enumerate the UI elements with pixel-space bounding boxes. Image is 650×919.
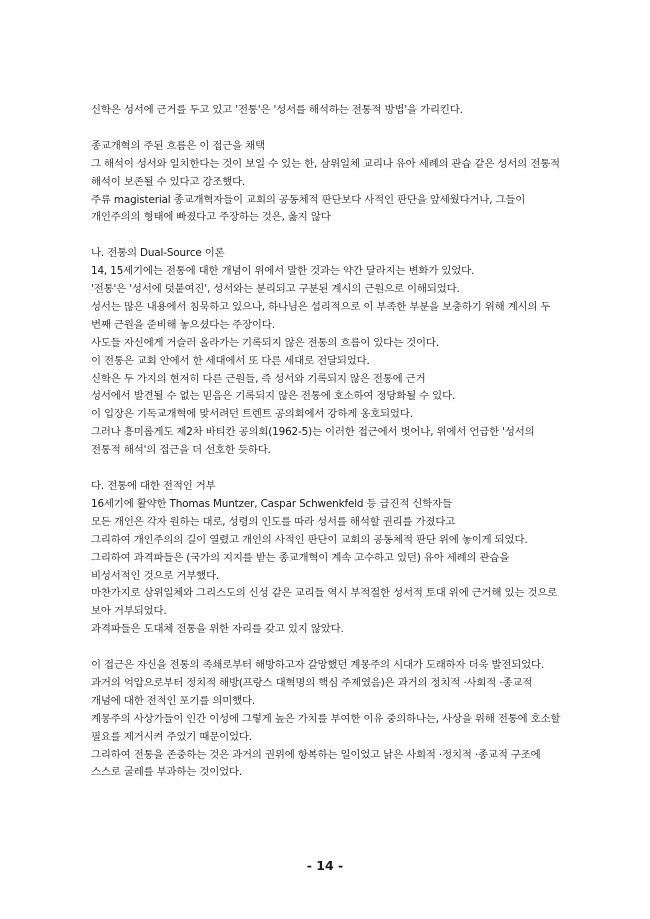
paragraph: 그 해석이 성서와 일치한다는 것이 보일 수 있는 한, 삼위일체 교리나 유아 세례의 관습 같은 성서의 전통적 해석이 보존될 수 있다고 강조했다. xyxy=(91,157,560,188)
paragraph: 16세기에 활약한 Thomas Muntzer, Caspar Schwenkfeld 등 급진적 신학자들 xyxy=(91,497,452,510)
paragraph: 다. 전통에 대한 전적인 거부 xyxy=(91,479,216,492)
paragraph: 사도들 자신에게 거슬러 올라가는 기록되지 않은 전통의 흐름이 있다는 것이다. xyxy=(91,336,439,349)
paragraph: 성서는 많은 내용에서 침묵하고 있으나, 하나님은 섭리적으로 이 부족한 부분을 보충하기 위해 계시의 두 번째 근원을 준비해 놓으셨다는 주장이다. xyxy=(91,300,551,331)
paragraph-gap xyxy=(91,120,561,138)
paragraph: 14, 15세기에는 전통에 대한 개념이 위에서 말한 것과는 약간 달라지는 변화가 있었다. xyxy=(91,265,475,278)
paragraph: 이 접근은 자신을 전통의 족쇄로부터 해방하고자 갈망했던 계몽주의 시대가 도래하자 더욱 발전되었다. xyxy=(91,659,545,672)
page-number: - 14 - xyxy=(306,858,344,873)
paragraph: 그리하여 개인주의의 길이 열렸고 개인의 사적인 판단이 교회의 공동체적 판단 위에 놓이게 되었다. xyxy=(91,533,528,546)
paragraph: 주류 magisterial 종교개혁자들이 교회의 공동체적 판단보다 사적인 판단을 앞세웠다거나, 그들이 개인주의의 형태에 빠졌다고 주장하는 것은, 옳지 않다 xyxy=(91,193,526,224)
paragraph: 계몽주의 사상가들이 인간 이성에 그렇게 높은 가치를 부여한 이유 중의하나는, 사상을 위해 전통에 호소할 필요를 제거시켜 주었기 때문이었다. xyxy=(91,712,561,743)
paragraph-gap xyxy=(91,639,561,657)
paragraph: 그리하여 전통을 존중하는 것은 과거의 권위에 항복하는 일이었고 낡은 사회적 ·정치적 ·종교적 구조에 스스로 굴레를 부과하는 것이었다. xyxy=(91,748,541,779)
paragraph: 나. 전통의 Dual-Source 이론 xyxy=(91,247,225,260)
paragraph: 그리하여 과격파들은 (국가의 지지를 받는 종교개혁이 계속 고수하고 있던) 유아 세례의 관습을 비성서적인 것으로 거부했다. xyxy=(91,551,510,582)
paragraph: 그러나 흥미롭게도 제2차 바티칸 공의회(1962-5)는 이러한 접근에서 벗어나, 위에서 언급한 '성서의 전통적 해석'의 접근을 더 선호한 듯하다. xyxy=(91,426,535,457)
paragraph-gap xyxy=(91,227,561,245)
paragraph: 모든 개인은 각자 원하는 대로, 성령의 인도를 따라 성서를 해석할 권리를 가졌다고 xyxy=(91,515,456,528)
paragraph: 신학은 두 가지의 현저히 다른 근원들, 즉 성서와 기록되지 않은 전통에 근거 xyxy=(91,372,426,385)
paragraph: 과격파들은 도대체 전통을 위한 자리를 갖고 있지 않았다. xyxy=(91,623,344,636)
document-body xyxy=(91,102,561,782)
paragraph: 종교개혁의 주된 흐름은 이 접근을 채택 xyxy=(91,139,265,152)
paragraph: 마찬가지로 삼위일체와 그리스도의 신성 같은 교리들 역시 부적절한 성서적 토대 위에 근거해 있는 것으로 보아 거부되었다. xyxy=(91,587,558,618)
paragraph: 이 전통은 교회 안에서 한 세대에서 또 다른 세대로 전달되었다. xyxy=(91,354,370,367)
paragraph-gap xyxy=(91,460,561,478)
paragraph: 이 입장은 기독교개혁에 맞서려던 트렌트 공의회에서 강하게 옹호되었다. xyxy=(91,408,413,421)
paragraph: '전통'은 '성서에 덧붙여진', 성서와는 분리되고 구분된 계시의 근원으로 이해되었다. xyxy=(91,283,460,296)
paragraph: 성서에서 발견될 수 없는 믿음은 기록되지 않은 전통에 호소하여 정당화될 수 있다. xyxy=(91,390,456,403)
paragraph: 과거의 억압으로부터 정치적 해방(프랑스 대혁명의 핵심 주제였음)은 과거의 정치적 ·사회적 ·종교적 개념에 대한 전적인 포기를 의미했다. xyxy=(91,676,533,707)
paragraph: 신학은 성서에 근거를 두고 있고 '전통'은 '성서를 해석하는 전통적 방법'을 가리킨다. xyxy=(91,104,463,116)
